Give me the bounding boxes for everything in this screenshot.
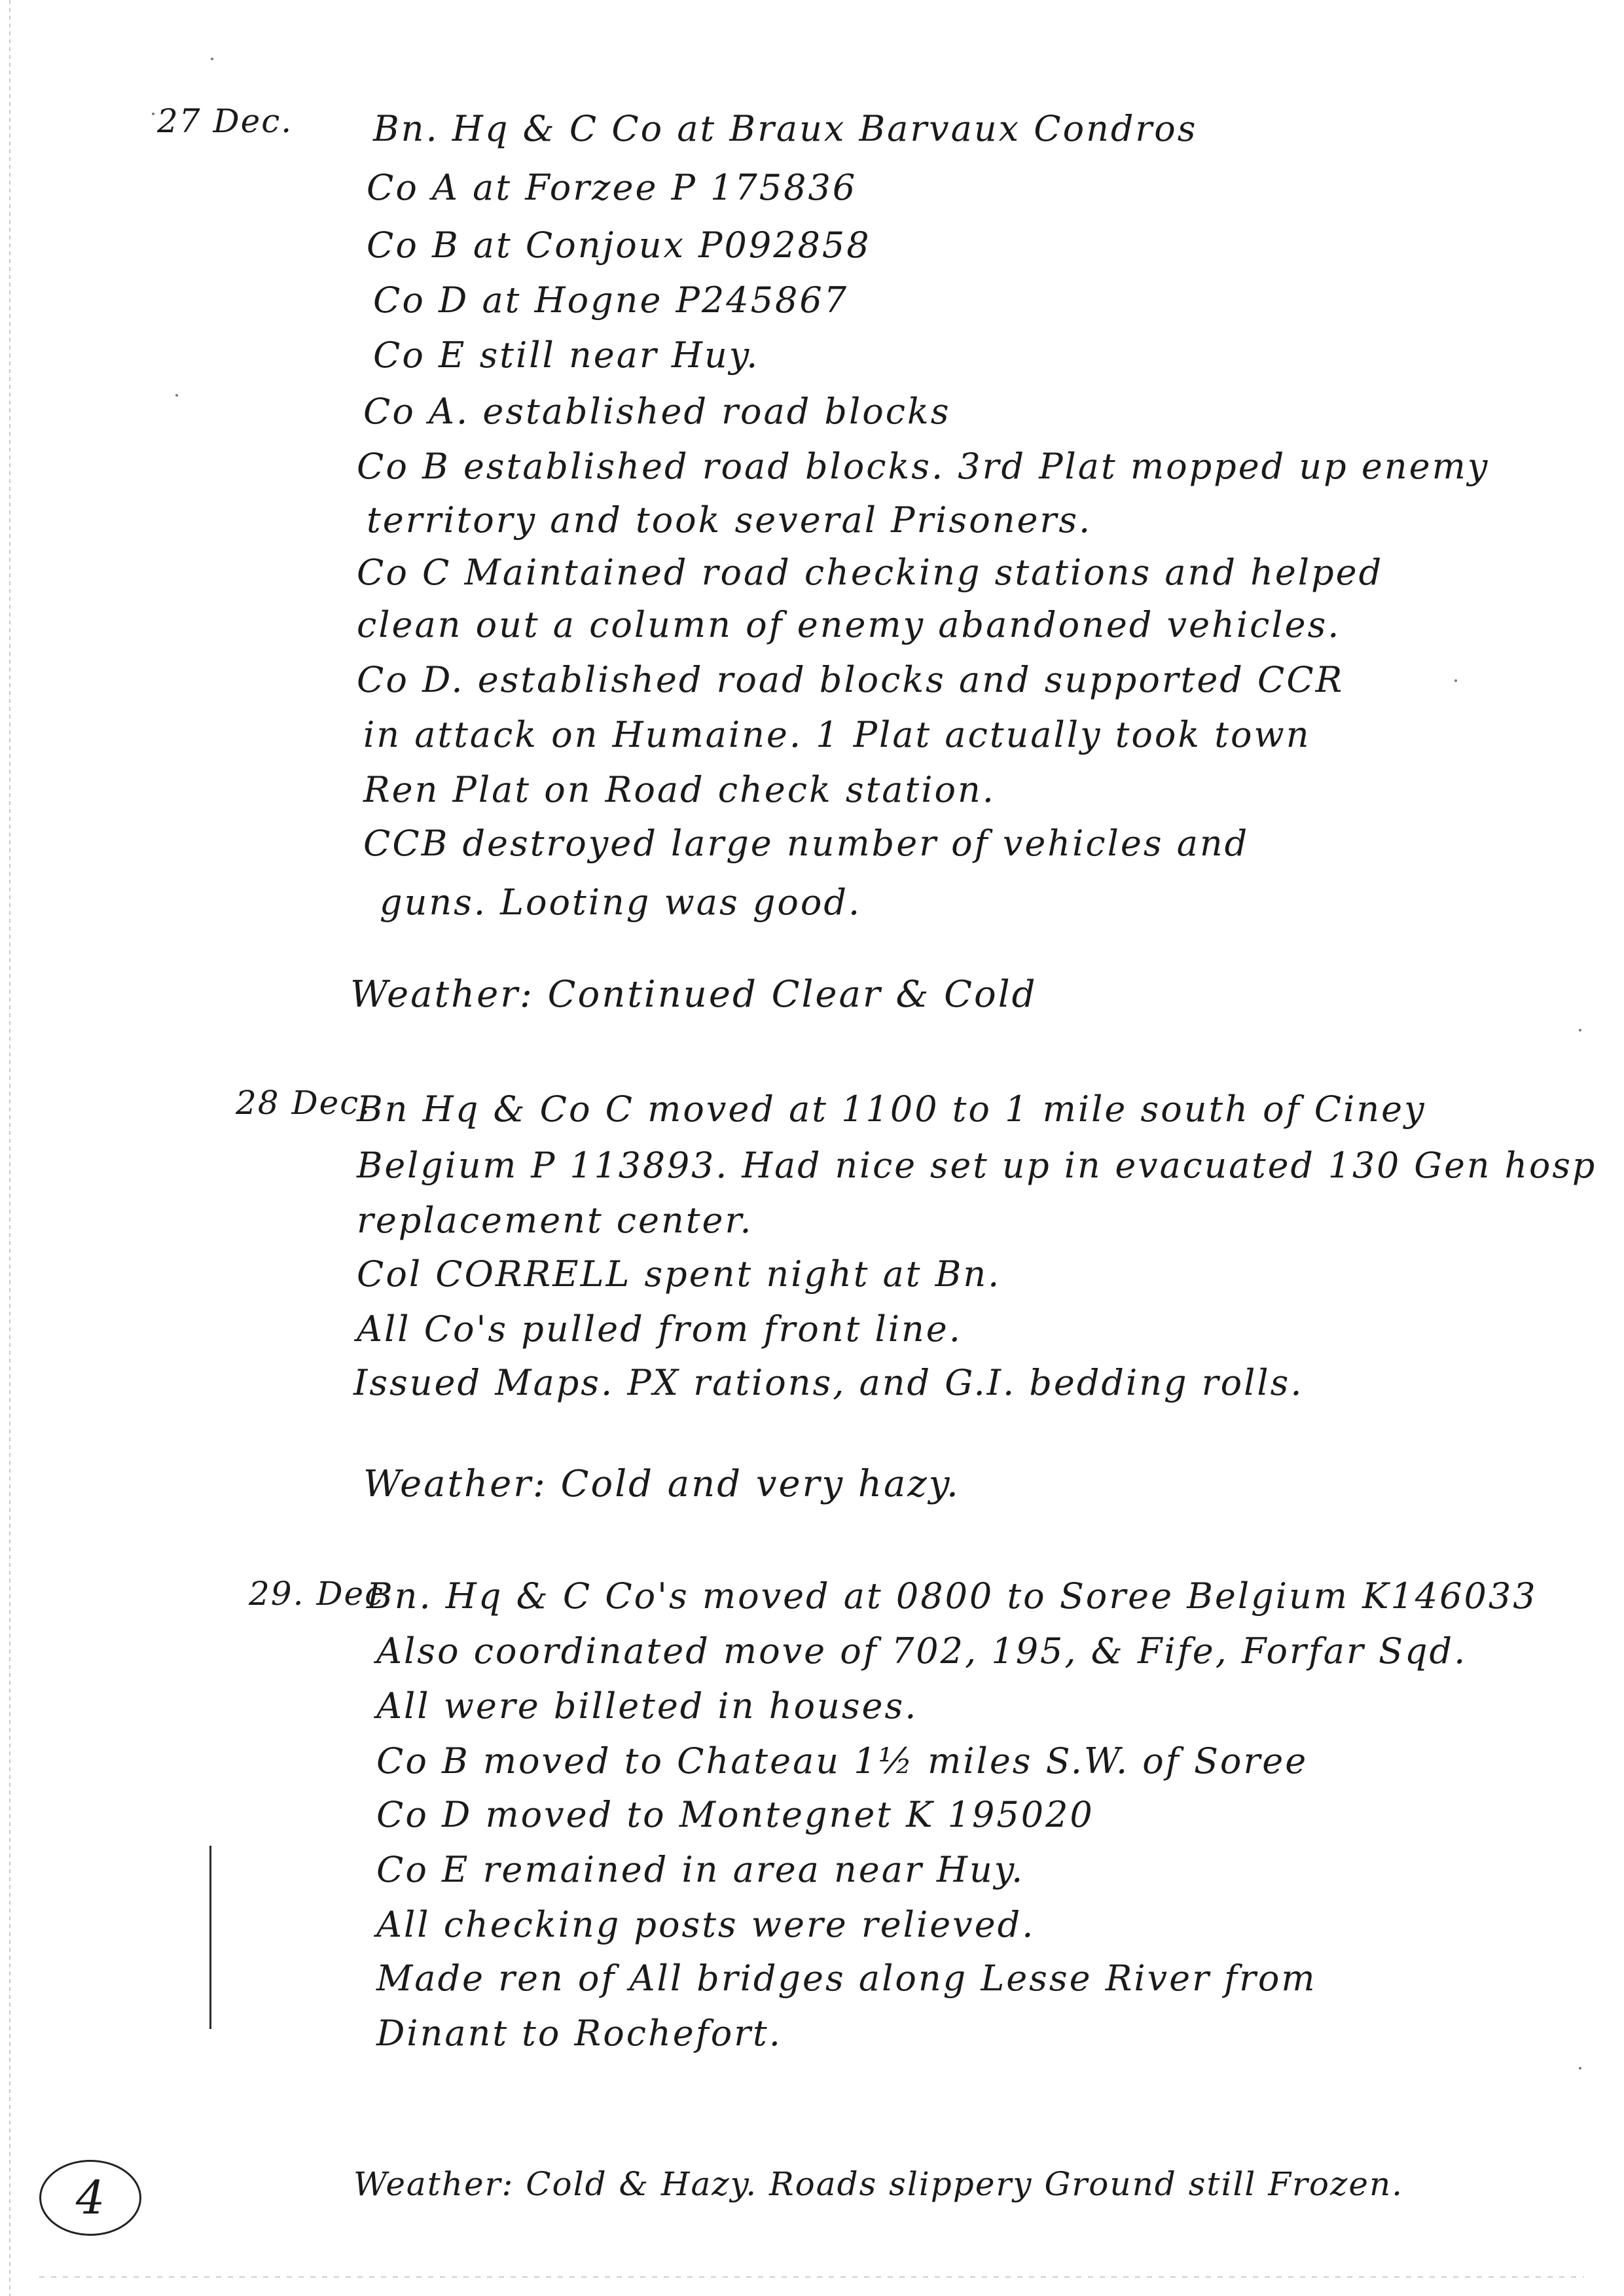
entry-line: Belgium P 113893. Had nice set up in evacuated 130 Gen hosp — [357, 1145, 1597, 1186]
entry-line: guns. Looting was good. — [380, 882, 862, 923]
entry-line: Co D. established road blocks and supported CCR — [357, 659, 1344, 700]
entry-line: Col CORRELL spent night at Bn. — [357, 1253, 1001, 1295]
entry-line: Co B established road blocks. 3rd Plat mopped up enemy — [357, 446, 1490, 487]
scan-speck — [1579, 2067, 1581, 2070]
entry-line: in attack on Humaine. 1 Plat actually took town — [363, 714, 1311, 755]
page-number: 4 — [75, 2171, 105, 2225]
entry-line: Co E still near Huy. — [373, 334, 760, 376]
scan-bottom-edge — [39, 2276, 1584, 2278]
page-number-circle — [39, 2160, 141, 2236]
entry-line: Co D at Hogne P245867 — [373, 279, 849, 321]
entry-line: replacement center. — [357, 1200, 753, 1241]
entry-line: Co D moved to Montegnet K 195020 — [376, 1794, 1094, 1835]
entry-line: Co E remained in area near Huy. — [376, 1849, 1025, 1890]
entry-date: 27 Dec. — [157, 102, 293, 140]
entry-line: Also coordinated move of 702, 195, & Fife, Forfar Sqd. — [376, 1630, 1468, 1672]
weather-line: Weather: Cold and very hazy. — [363, 1463, 960, 1505]
scan-speck — [175, 394, 178, 397]
weather-line: Weather: Continued Clear & Cold — [350, 973, 1038, 1016]
entry-line: CCB destroyed large number of vehicles and — [363, 823, 1250, 864]
entry-line: Co A. established road blocks — [363, 391, 951, 432]
scan-speck — [211, 58, 213, 60]
scan-speck — [1454, 679, 1457, 682]
margin-bar — [209, 1846, 211, 2029]
entry-line: Bn. Hq & C Co at Braux Barvaux Condros — [373, 108, 1198, 149]
entry-line: Co C Maintained road checking stations and helped — [357, 552, 1384, 593]
entry-line: Bn. Hq & C Co's moved at 0800 to Soree Belgium K146033 — [367, 1575, 1538, 1617]
entry-line: Co B at Conjoux P092858 — [367, 224, 871, 266]
entry-date: 29. Dec — [249, 1575, 385, 1613]
entry-date: 28 Dec. — [236, 1084, 372, 1122]
entry-line: Ren Plat on Road check station. — [363, 769, 996, 810]
entry-line: Bn Hq & Co C moved at 1100 to 1 mile south of Ciney — [357, 1088, 1426, 1130]
scan-speck — [1579, 1029, 1581, 1031]
entry-line: Co B moved to Chateau 1½ miles S.W. of Soree — [376, 1740, 1308, 1782]
entry-line: All were billeted in houses. — [376, 1685, 918, 1727]
entry-line: Issued Maps. PX rations, and G.I. bedding rolls. — [353, 1362, 1304, 1403]
entry-line: clean out a column of enemy abandoned vehicles. — [357, 604, 1341, 645]
entry-line: territory and took several Prisoners. — [367, 499, 1092, 541]
entry-line: All checking posts were relieved. — [376, 1904, 1036, 1945]
entry-line: Co A at Forzee P 175836 — [367, 167, 857, 208]
entry-line: All Co's pulled from front line. — [357, 1308, 962, 1350]
scan-left-edge — [9, 0, 10, 2296]
weather-line: Weather: Cold & Hazy. Roads slippery Ground still Frozen. — [353, 2165, 1404, 2203]
entry-line: Dinant to Rochefort. — [376, 2013, 782, 2054]
entry-line: Made ren of All bridges along Lesse River from — [376, 1958, 1317, 1999]
scan-speck — [152, 113, 154, 115]
